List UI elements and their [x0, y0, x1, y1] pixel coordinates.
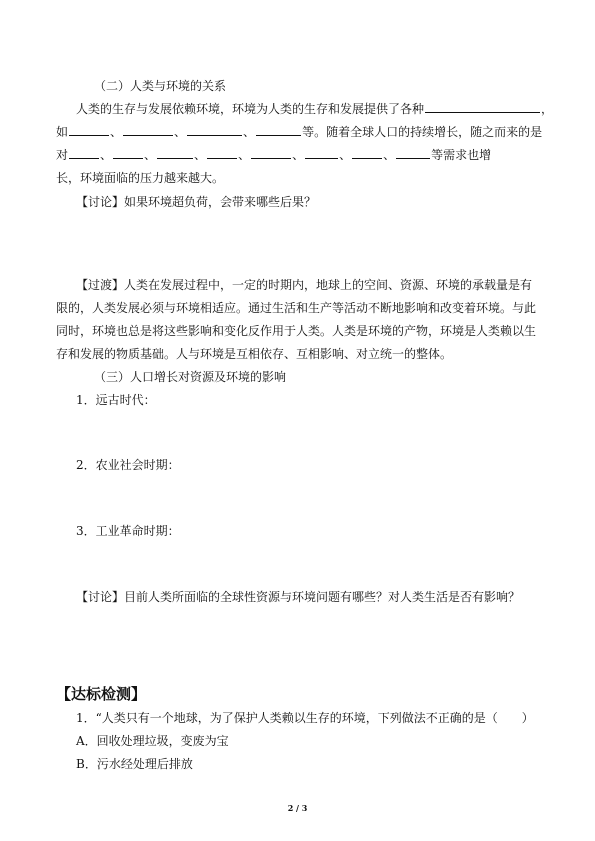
fill-blank[interactable]	[207, 147, 237, 159]
separator: 、	[144, 148, 157, 162]
fill-blank[interactable]	[256, 124, 301, 136]
transition-line-4: 存和发展的物质基础。人与环境是互相依存、互相影响、对立统一的整体。	[56, 347, 453, 361]
separator: 、	[339, 148, 352, 162]
section-3-title: （三）人口增长对资源及环境的影响	[94, 370, 287, 384]
paragraph-text: 等。随着全球人口的持续增长，随之而来的是	[302, 125, 543, 139]
assessment-heading: 【达标检测】	[56, 685, 147, 703]
option-b: B．污水经处理后排放	[76, 757, 193, 771]
separator: 、	[174, 125, 187, 139]
transition-line-2: 限的，人类发展必须与环境相适应。通过生活和生产等活动不断地影响和改变着环境。与此	[56, 301, 537, 315]
separator: 、	[238, 148, 251, 162]
punctuation: ，	[541, 102, 554, 116]
fill-blank[interactable]	[187, 124, 242, 136]
item-agricultural-society: 2．农业社会时期：	[76, 458, 180, 472]
transition-line-3: 同时，环境也总是将这些影响和变化反作用于人类。人类是环境的产物，环境是人类赖以生	[56, 324, 537, 338]
separator: 、	[194, 148, 207, 162]
discussion-2: 【讨论】目前人类所面临的全球性资源与环境问题有哪些？对人类生活是否有影响？	[76, 590, 521, 604]
page-number: 2 / 3	[287, 803, 308, 813]
paragraph-text: 人类的生存与发展依赖环境，环境为人类的生存和发展提供了各种	[76, 102, 425, 116]
fill-blank[interactable]	[396, 147, 430, 159]
separator: 、	[100, 148, 113, 162]
separator: 、	[110, 125, 123, 139]
paragraph-line-4: 长，环境面临的压力越来越大。	[56, 171, 225, 185]
paragraph-text: 等需求也增	[431, 148, 492, 162]
transition-line-1: 【过渡】人类在发展过程中，一定的时期内，地球上的空间、资源、环境的承载量是有	[76, 278, 533, 292]
fill-blank[interactable]	[69, 147, 99, 159]
separator: 、	[243, 125, 256, 139]
fill-blank[interactable]	[113, 147, 143, 159]
paragraph-line-2	[56, 124, 542, 140]
paragraph-line-3	[56, 147, 491, 163]
discussion-1: 【讨论】如果环境超负荷，会带来哪些后果？	[76, 195, 317, 209]
item-industrial-revolution: 3．工业革命时期：	[76, 524, 180, 538]
fill-blank[interactable]	[305, 147, 338, 159]
paragraph-text: 对	[56, 148, 69, 162]
section-2-title: （二）人类与环境的关系	[94, 79, 227, 93]
item-ancient-times: 1．远古时代：	[76, 393, 156, 407]
fill-blank[interactable]	[352, 147, 382, 159]
fill-blank[interactable]	[425, 101, 540, 113]
fill-blank[interactable]	[123, 124, 173, 136]
paragraph-line-1	[76, 101, 553, 117]
option-a: A．回收处理垃圾，变废为宝	[76, 734, 229, 748]
paragraph-text: 如	[56, 125, 69, 139]
separator: 、	[383, 148, 396, 162]
fill-blank[interactable]	[69, 124, 109, 136]
fill-blank[interactable]	[157, 147, 193, 159]
question-1: 1．“人类只有一个地球，为了保护人类赖以生存的环境，下列做法不正确的是（ ）	[76, 711, 534, 725]
separator: 、	[292, 148, 305, 162]
fill-blank[interactable]	[251, 147, 291, 159]
